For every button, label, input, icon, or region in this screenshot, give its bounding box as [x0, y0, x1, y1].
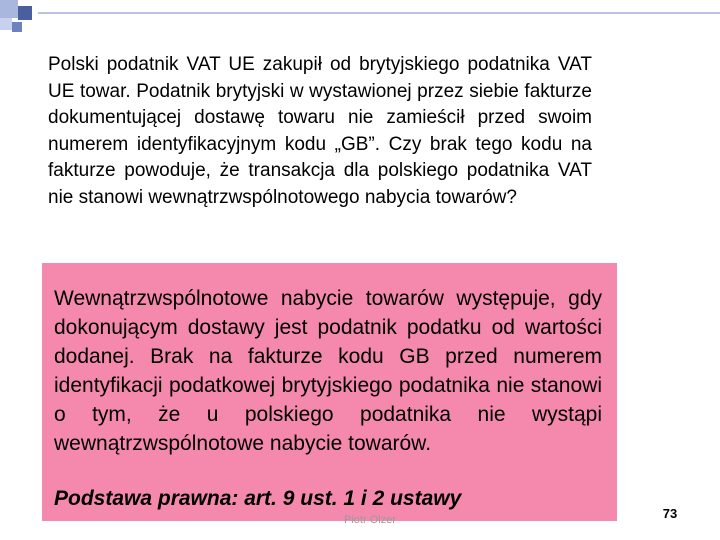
question-text: Polski podatnik VAT UE zakupił od brytyjskiego podatnika VAT UE towar. Podatnik brytyjski w wystawionej przez siebie fakturze dokumentującej dostawę towaru nie zamieścił przed swoim numerem identyfikacyjnym kodu „GB”. Czy brak tego kodu na fakturze powoduje, że transakcja dla polskiego podatnika VAT nie stanowi wewnątrzwspólnotowego nabycia towarów? — [48, 54, 592, 208]
corner-decoration-square — [0, 0, 18, 18]
header-divider-line — [38, 12, 720, 14]
answer-text: Wewnątrzwspólnotowe nabycie towarów występuje, gdy dokonującym dostawy jest podatnik podatku od wartości dodanej. Brak na fakturze kodu GB przed numerem identyfikacji podatkowej brytyjskiego podatnika nie stanowi o tym, że u polskiego podatnika nie wystąpi wewnątrzwspólnotowe nabycie towarów. — [54, 287, 602, 455]
corner-decoration-square — [0, 18, 12, 30]
footer-author: Piotr Olzer — [344, 514, 396, 526]
corner-decoration-square — [12, 22, 22, 32]
page-number: 73 — [662, 506, 678, 521]
corner-decoration-square — [18, 6, 32, 20]
legal-basis-text: Podstawa prawna: art. 9 ust. 1 i 2 ustawy — [54, 487, 462, 510]
